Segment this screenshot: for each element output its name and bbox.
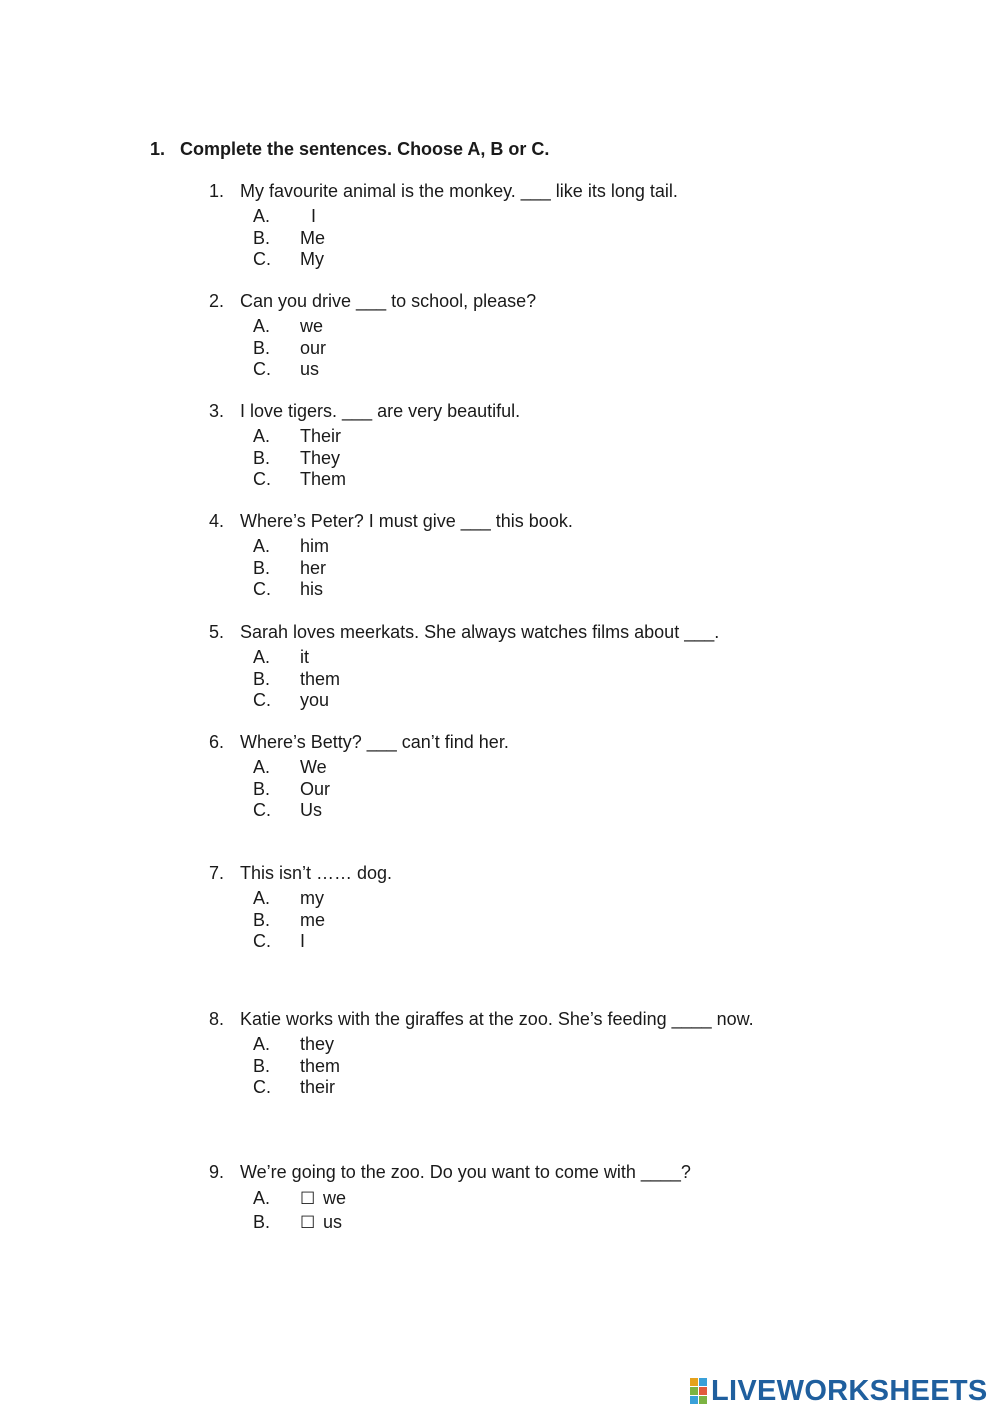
logo-text: LIVEWORKSHEETS: [711, 1374, 988, 1407]
option-text: us: [323, 1212, 343, 1232]
option-letter: A.: [253, 206, 271, 226]
option-text: Us: [300, 800, 322, 820]
option-text: you: [300, 690, 330, 710]
option-c[interactable]: [209, 249, 678, 271]
option-text: Our: [300, 778, 331, 799]
logo-mark-icon: [690, 1378, 707, 1404]
option-letter: C.: [253, 800, 271, 820]
option-c[interactable]: [209, 469, 520, 491]
option-text: We: [300, 757, 327, 777]
option-text: her: [300, 557, 327, 578]
option-text: Me: [300, 227, 326, 248]
question-5: [209, 621, 719, 712]
option-b[interactable]: [209, 669, 719, 691]
option-letter: B.: [253, 447, 271, 468]
exercise-heading: [150, 139, 549, 160]
option-letter: B.: [253, 1055, 271, 1076]
option-a[interactable]: [209, 536, 573, 558]
checkbox-icon[interactable]: ☐: [300, 1213, 316, 1232]
option-c[interactable]: [209, 800, 509, 822]
option-text: my: [300, 888, 324, 908]
option-letter: C.: [253, 469, 271, 489]
option-text: They: [300, 447, 341, 468]
option-letter: A.: [253, 757, 271, 777]
option-c[interactable]: [209, 931, 392, 953]
option-text: they: [300, 1034, 335, 1054]
option-letter: B.: [253, 778, 271, 799]
option-b[interactable]: [209, 338, 536, 360]
option-letter: B.: [253, 337, 271, 358]
option-b[interactable]: [209, 448, 520, 470]
question-8: [209, 1008, 754, 1099]
option-letter: A.: [253, 1188, 271, 1208]
option-text: them: [300, 668, 341, 689]
option-letter: C.: [253, 579, 271, 599]
question-7: [209, 862, 392, 953]
option-a[interactable]: [209, 206, 678, 228]
option-b[interactable]: [209, 228, 678, 250]
question-number: 8.: [209, 1009, 225, 1029]
option-b[interactable]: [209, 1210, 691, 1234]
question-text: I love tigers. ___ are very beautiful.: [240, 401, 521, 421]
question-6: [209, 731, 509, 822]
option-text: I: [306, 206, 317, 226]
question-text: Katie works with the giraffes at the zoo. She’s feeding ____ now.: [240, 1009, 754, 1029]
option-text: me: [300, 909, 326, 930]
option-text: we: [300, 316, 324, 336]
option-a[interactable]: [209, 426, 520, 448]
question-text: Sarah loves meerkats. She always watches films about ___.: [240, 622, 720, 642]
question-number: 5.: [209, 622, 225, 642]
option-letter: B.: [253, 227, 271, 248]
option-letter: A.: [253, 647, 271, 667]
option-a[interactable]: [209, 647, 719, 669]
question-text: Where’s Peter? I must give ___ this book.: [240, 511, 573, 531]
question-text: Where’s Betty? ___ can’t find her.: [240, 732, 509, 752]
option-c[interactable]: [209, 690, 719, 712]
question-number: 6.: [209, 732, 225, 752]
question-number: 4.: [209, 511, 225, 531]
option-b[interactable]: [209, 779, 509, 801]
question-number: 7.: [209, 863, 225, 883]
question-3: [209, 400, 520, 491]
option-letter: A.: [253, 1034, 271, 1054]
question-9: [209, 1161, 691, 1234]
option-letter: A.: [253, 316, 271, 336]
option-c[interactable]: [209, 359, 536, 381]
option-text: Them: [300, 469, 347, 489]
option-letter: C.: [253, 690, 271, 710]
option-b[interactable]: [209, 558, 573, 580]
question-4: [209, 510, 573, 601]
option-text: his: [300, 579, 324, 599]
option-letter: B.: [253, 909, 271, 930]
liveworksheets-logo: [690, 1374, 988, 1408]
option-a[interactable]: [209, 1186, 691, 1210]
checkbox-icon[interactable]: ☐: [300, 1189, 316, 1208]
option-letter: A.: [253, 426, 271, 446]
question-text: Can you drive ___ to school, please?: [240, 291, 537, 311]
option-c[interactable]: [209, 1077, 754, 1099]
option-letter: B.: [253, 1212, 271, 1232]
option-a[interactable]: [209, 1034, 754, 1056]
option-text: I: [300, 931, 306, 951]
option-text: we: [323, 1188, 347, 1208]
option-text: him: [300, 536, 330, 556]
option-a[interactable]: [209, 888, 392, 910]
question-text: We’re going to the zoo. Do you want to come with ____?: [240, 1162, 691, 1182]
option-letter: B.: [253, 557, 271, 578]
option-a[interactable]: [209, 316, 536, 338]
option-text: them: [300, 1055, 341, 1076]
option-letter: A.: [253, 888, 271, 908]
question-number: 9.: [209, 1162, 225, 1182]
exercise-instruction: Complete the sentences. Choose A, B or C.: [180, 139, 550, 159]
option-letter: C.: [253, 1077, 271, 1097]
option-text: us: [300, 359, 320, 379]
option-letter: C.: [253, 931, 271, 951]
exercise-number: 1.: [150, 139, 166, 159]
option-text: their: [300, 1077, 336, 1097]
question-text: This isn’t …… dog.: [240, 863, 393, 883]
question-number: 3.: [209, 401, 225, 421]
option-c[interactable]: [209, 579, 573, 601]
question-text: My favourite animal is the monkey. ___ like its long tail.: [240, 181, 678, 201]
option-letter: B.: [253, 668, 271, 689]
option-letter: C.: [253, 359, 271, 379]
option-text: Their: [300, 426, 342, 446]
option-letter: A.: [253, 536, 271, 556]
option-text: it: [300, 647, 309, 667]
question-2: [209, 290, 536, 381]
question-number: 2.: [209, 291, 225, 311]
option-text: our: [300, 337, 327, 358]
option-b[interactable]: [209, 1056, 754, 1078]
option-b[interactable]: [209, 910, 392, 932]
option-letter: C.: [253, 249, 271, 269]
option-text: My: [300, 249, 324, 269]
option-a[interactable]: [209, 757, 509, 779]
question-1: [209, 180, 678, 271]
question-number: 1.: [209, 181, 225, 201]
